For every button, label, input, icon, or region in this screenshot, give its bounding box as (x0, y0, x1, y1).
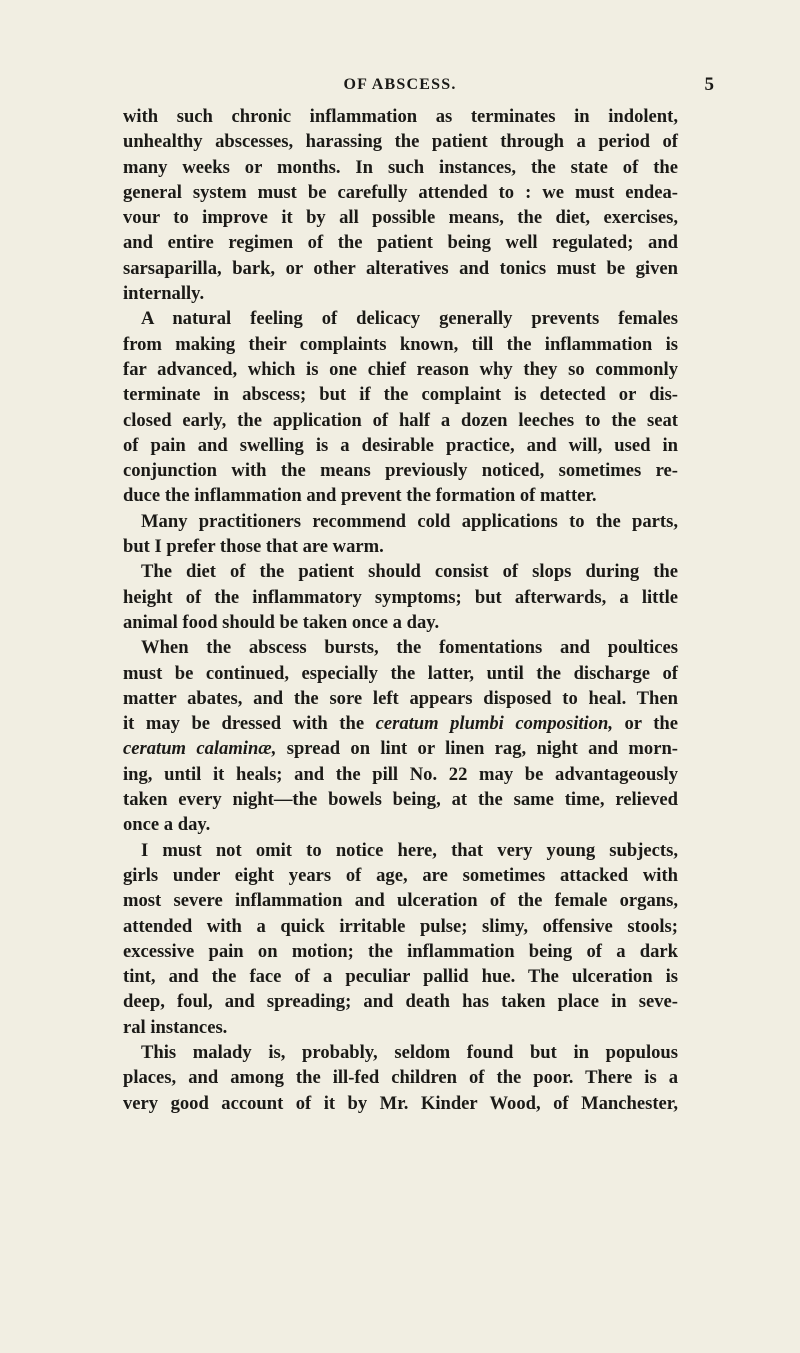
line-text: many weeks or months. In such instances, the state of the (123, 156, 678, 178)
line-text-continued: spread on lint or linen rag, night and morn- (276, 738, 678, 760)
line-text: attended with a quick irritable pulse; slimy, offensive stools; (123, 915, 678, 937)
text-line (123, 610, 678, 635)
text-line (123, 433, 678, 458)
text-line (123, 989, 678, 1014)
line-text: excessive pain on motion; the inflammation being of a dark (123, 940, 678, 962)
line-text: height of the inflammatory symptoms; but afterwards, a little (123, 586, 678, 608)
running-header (0, 76, 800, 100)
line-text: closed early, the application of half a dozen leeches to the seat (123, 409, 678, 431)
line-text: but I prefer those that are warm. (123, 536, 384, 558)
line-text: When the abscess bursts, the fomentations and poultices (141, 637, 678, 659)
line-text: places, and among the ill-fed children of the poor. There is a (123, 1067, 678, 1089)
line-text: once a day. (123, 814, 211, 836)
line-text: far advanced, which is one chief reason why they so commonly (123, 358, 678, 380)
line-text: most severe inflammation and ulceration of the female organs, (123, 890, 678, 912)
text-line (123, 155, 678, 180)
text-line (123, 812, 678, 837)
text-line (123, 661, 678, 686)
text-line (123, 1015, 678, 1040)
text-line (123, 230, 678, 255)
line-text: from making their complaints known, till the inflammation is (123, 333, 678, 355)
line-text: deep, foul, and spreading; and death has taken place in seve- (123, 991, 678, 1013)
text-line (123, 939, 678, 964)
text-line (123, 104, 678, 129)
text-line (123, 635, 678, 660)
text-line (123, 534, 678, 559)
text-line (123, 382, 678, 407)
text-line (123, 736, 678, 761)
text-line (123, 711, 678, 736)
text-line (123, 129, 678, 154)
italic-phrase: ceratum calaminæ, (123, 738, 277, 760)
text-line (123, 458, 678, 483)
text-line (123, 180, 678, 205)
text-line (123, 483, 678, 508)
line-text: ing, until it heals; and the pill No. 22 may be advantageously (123, 763, 678, 785)
line-text: general system must be carefully attended to : we must endea- (123, 181, 678, 203)
line-text: unhealthy abscesses, harassing the patient through a period of (123, 131, 678, 153)
text-line (123, 559, 678, 584)
text-line (123, 509, 678, 534)
text-line (123, 306, 678, 331)
text-line (123, 863, 678, 888)
text-line (123, 838, 678, 863)
line-text: The diet of the patient should consist of slops during the (141, 561, 678, 583)
text-line (123, 408, 678, 433)
text-line (123, 357, 678, 382)
line-text: This malady is, probably, seldom found but in populous (141, 1041, 678, 1063)
line-text: of pain and swelling is a desirable practice, and will, used in (123, 434, 678, 456)
text-line (123, 332, 678, 357)
text-line (123, 585, 678, 610)
line-text: tint, and the face of a peculiar pallid hue. The ulceration is (123, 966, 678, 988)
line-text: Many practitioners recommend cold applications to the parts, (141, 510, 678, 532)
text-line (123, 686, 678, 711)
body-text (123, 104, 678, 1116)
line-text: with such chronic inflammation as terminates in indolent, (123, 106, 678, 127)
line-text: must be continued, especially the latter, until the discharge of (123, 662, 678, 684)
text-line (123, 787, 678, 812)
italic-phrase: ceratum plumbi composition, (375, 713, 613, 735)
line-text: duce the inflammation and prevent the formation of matter. (123, 485, 597, 507)
line-text: conjunction with the means previously noticed, sometimes re- (123, 460, 678, 482)
line-text: I must not omit to notice here, that very young subjects, (141, 839, 678, 861)
text-line (123, 281, 678, 306)
running-title: OF ABSCESS. (343, 76, 457, 93)
page-number: 5 (704, 74, 714, 95)
text-line (123, 256, 678, 281)
line-text: terminate in abscess; but if the complaint is detected or dis- (123, 384, 678, 406)
text-line (123, 762, 678, 787)
text-line (123, 1040, 678, 1065)
text-line (123, 1091, 678, 1116)
line-text: sarsaparilla, bark, or other alteratives and tonics must be given (123, 257, 678, 279)
line-text: ral instances. (123, 1016, 228, 1038)
line-text: taken every night—the bowels being, at the same time, relieved (123, 789, 678, 811)
text-line (123, 1065, 678, 1090)
line-text-continued: or the (612, 713, 679, 735)
text-line (123, 914, 678, 939)
text-line (123, 205, 678, 230)
line-text: vour to improve it by all possible means, the diet, exercises, (123, 207, 678, 229)
line-text: A natural feeling of delicacy generally prevents females (141, 308, 678, 330)
text-line (123, 964, 678, 989)
line-text: it may be dressed with the (123, 713, 376, 735)
line-text: matter abates, and the sore left appears disposed to heal. Then (123, 687, 678, 709)
line-text: animal food should be taken once a day. (123, 611, 440, 633)
line-text: and entire regimen of the patient being well regulated; and (123, 232, 678, 254)
line-text: very good account of it by Mr. Kinder Wood, of Manchester, (123, 1092, 678, 1114)
line-text: girls under eight years of age, are sometimes attacked with (123, 864, 678, 886)
line-text: internally. (123, 283, 205, 305)
text-line (123, 888, 678, 913)
